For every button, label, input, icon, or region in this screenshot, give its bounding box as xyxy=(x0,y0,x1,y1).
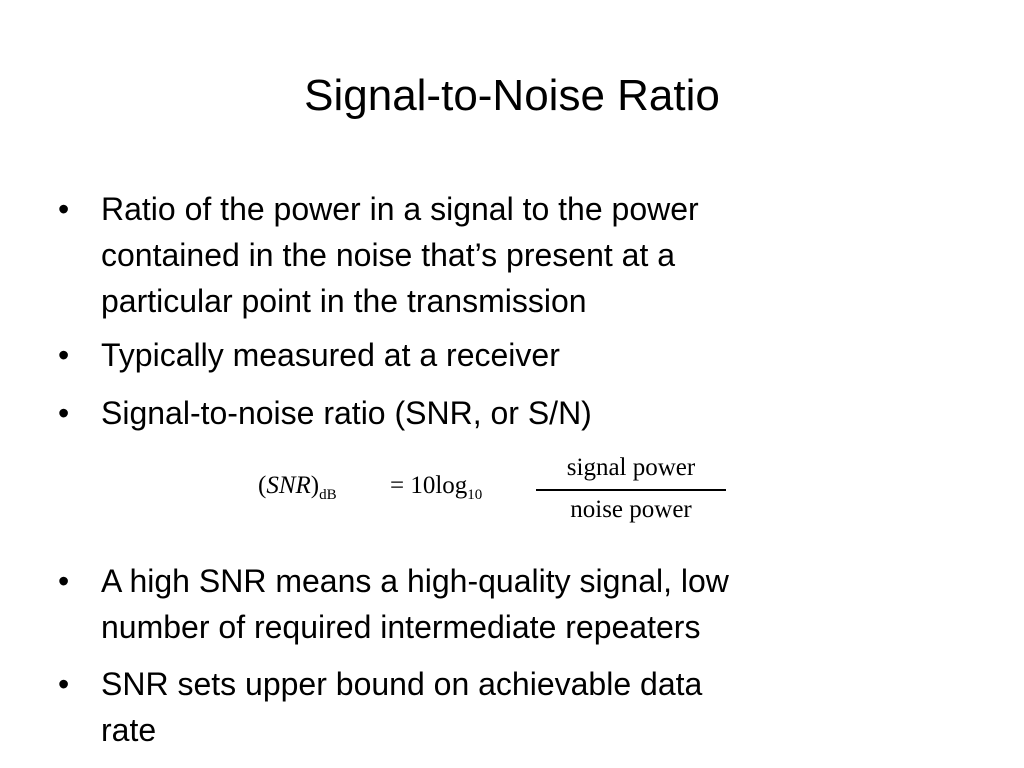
bullet-line: A high SNR means a high-quality signal, low xyxy=(101,563,729,599)
slide-title: Signal-to-Noise Ratio xyxy=(304,71,720,120)
bullet-marker: • xyxy=(58,191,70,227)
bullet-line: SNR sets upper bound on achievable data xyxy=(101,666,703,702)
formula-lhs xyxy=(258,472,337,503)
bullet-marker: • xyxy=(58,395,70,431)
bullet-line: number of required intermediate repeaters xyxy=(101,609,701,645)
bullet-line: contained in the noise that’s present at a xyxy=(101,237,676,273)
bullet-text xyxy=(101,661,951,753)
formula-log-base: 10 xyxy=(467,487,483,503)
bullet-marker: • xyxy=(58,666,70,702)
formula-open-paren: ( xyxy=(258,472,267,499)
formula-snr-variable: SNR xyxy=(266,472,311,499)
bullet-marker: • xyxy=(58,337,70,373)
bullet-text xyxy=(101,332,951,378)
bullet-text xyxy=(101,558,951,650)
bullet-line: Typically measured at a receiver xyxy=(101,337,560,373)
formula-equals-log xyxy=(390,472,483,503)
bullet-line: particular point in the transmission xyxy=(101,283,587,319)
bullet-line: rate xyxy=(101,712,157,748)
bullet-text xyxy=(101,186,951,324)
formula-denominator: noise power xyxy=(570,496,692,523)
bullet-marker: • xyxy=(58,563,70,599)
snr-formula xyxy=(258,452,738,532)
formula-db-subscript: dB xyxy=(319,487,337,503)
formula-fraction-bar xyxy=(536,489,726,491)
bullet-line: Ratio of the power in a signal to the power xyxy=(101,191,699,227)
formula-close-paren: ) xyxy=(310,472,320,499)
formula-equals-text: = 10log xyxy=(390,472,468,499)
bullet-text xyxy=(101,390,951,436)
bullet-line: Signal-to-noise ratio (SNR, or S/N) xyxy=(101,395,592,431)
formula-numerator: signal power xyxy=(566,454,696,481)
